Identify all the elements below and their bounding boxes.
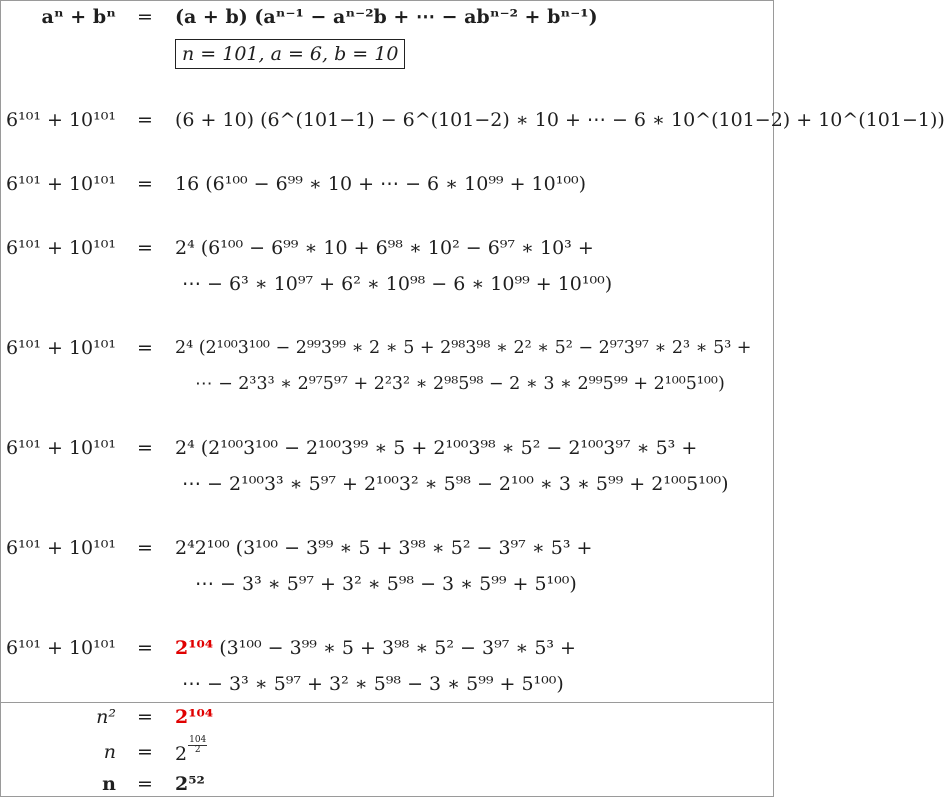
identity-lhs: aⁿ + bⁿ xyxy=(41,6,116,28)
equals-sign: = xyxy=(137,741,153,763)
step-rhs-cont: ⋯ − 6³ ∗ 10⁹⁷ + 6² ∗ 10⁹⁸ − 6 ∗ 10⁹⁹ + 10¹⁰⁰) xyxy=(182,273,613,295)
step-rhs: 16 (6¹⁰⁰ − 6⁹⁹ ∗ 10 + ⋯ − 6 ∗ 10⁹⁹ + 10¹⁰⁰) xyxy=(175,173,586,195)
params-row xyxy=(0,38,774,70)
step-continuation xyxy=(0,468,774,500)
step-row xyxy=(0,332,774,364)
step-row xyxy=(0,532,774,564)
equals-sign: = xyxy=(137,237,153,259)
step-lhs: 6¹⁰¹ + 10¹⁰¹ xyxy=(6,237,116,259)
highlight-power-of-two: 2¹⁰⁴ xyxy=(175,637,214,659)
step-row xyxy=(0,432,774,464)
step-lhs: 6¹⁰¹ + 10¹⁰¹ xyxy=(6,537,116,559)
step-row xyxy=(0,232,774,264)
step-rhs: (6 + 10) (6^(101−1) − 6^(101−2) ∗ 10 + ⋯ − 6 ∗ 10^(101−2) + 10^(101−1)) xyxy=(175,109,945,131)
conclusion-rhs: 2⁵² xyxy=(175,773,205,795)
step-rhs: 2⁴2¹⁰⁰ (3¹⁰⁰ − 3⁹⁹ ∗ 5 + 3⁹⁸ ∗ 5² − 3⁹⁷ ∗ 5³ + xyxy=(175,537,593,559)
conclusion-rhs: 2¹⁰⁴ xyxy=(175,706,214,728)
identity-rhs: (a + b) (aⁿ⁻¹ − aⁿ⁻²b + ⋯ − abⁿ⁻² + bⁿ⁻¹) xyxy=(175,6,598,28)
conclusion-row xyxy=(0,768,774,800)
equals-sign: = xyxy=(137,537,153,559)
equals-sign: = xyxy=(137,109,153,131)
equals-sign: = xyxy=(137,337,153,359)
identity-row xyxy=(0,1,774,33)
equals-sign: = xyxy=(137,437,153,459)
step-continuation xyxy=(0,568,774,600)
step-rhs-cont: ⋯ − 2¹⁰⁰3³ ∗ 5⁹⁷ + 2¹⁰⁰3² ∗ 5⁹⁸ − 2¹⁰⁰ ∗ 3 ∗ 5⁹⁹ + 2¹⁰⁰5¹⁰⁰) xyxy=(182,473,729,495)
step-continuation xyxy=(0,368,774,400)
equals-sign: = xyxy=(137,173,153,195)
exponent-fraction: $\frac{104}{2}$ xyxy=(189,735,207,755)
step-lhs: 6¹⁰¹ + 10¹⁰¹ xyxy=(6,337,116,359)
step-continuation xyxy=(0,268,774,300)
step-rhs-cont: ⋯ − 3³ ∗ 5⁹⁷ + 3² ∗ 5⁹⁸ − 3 ∗ 5⁹⁹ + 5¹⁰⁰) xyxy=(182,673,564,695)
equals-sign: = xyxy=(137,773,153,795)
conclusion-lhs: n² xyxy=(96,706,116,728)
conclusion-lhs: n xyxy=(103,741,116,763)
conclusion-lhs: n xyxy=(102,773,116,795)
step-rhs-highlight xyxy=(175,632,576,664)
conclusion-row xyxy=(0,701,774,733)
step-row xyxy=(0,168,774,200)
step-lhs: 6¹⁰¹ + 10¹⁰¹ xyxy=(6,437,116,459)
conclusion-row xyxy=(0,736,774,768)
step-rhs: 2⁴ (6¹⁰⁰ − 6⁹⁹ ∗ 10 + 6⁹⁸ ∗ 10² − 6⁹⁷ ∗ 10³ + xyxy=(175,237,594,259)
step-rhs: 2⁴ (2¹⁰⁰3¹⁰⁰ − 2⁹⁹3⁹⁹ ∗ 2 ∗ 5 + 2⁹⁸3⁹⁸ ∗ 2² ∗ 5² − 2⁹⁷3⁹⁷ ∗ 2³ ∗ 5³ + xyxy=(175,338,752,358)
step-row xyxy=(0,632,774,664)
equals-sign: = xyxy=(137,6,153,28)
step-rhs: 2⁴ (2¹⁰⁰3¹⁰⁰ − 2¹⁰⁰3⁹⁹ ∗ 5 + 2¹⁰⁰3⁹⁸ ∗ 5² − 2¹⁰⁰3⁹⁷ ∗ 5³ + xyxy=(175,437,698,459)
step-row xyxy=(0,104,945,136)
equals-sign: = xyxy=(137,637,153,659)
params-box: n = 101, a = 6, b = 10 xyxy=(175,38,405,70)
step-lhs: 6¹⁰¹ + 10¹⁰¹ xyxy=(6,109,116,131)
step-rhs-rest: (3¹⁰⁰ − 3⁹⁹ ∗ 5 + 3⁹⁸ ∗ 5² − 3⁹⁷ ∗ 5³ + xyxy=(213,637,576,659)
conclusion-rhs: 2 $\frac{104}{2}$ xyxy=(175,735,207,765)
step-lhs: 6¹⁰¹ + 10¹⁰¹ xyxy=(6,173,116,195)
equals-sign: = xyxy=(137,706,153,728)
step-continuation xyxy=(0,668,774,700)
step-lhs: 6¹⁰¹ + 10¹⁰¹ xyxy=(6,637,116,659)
step-rhs-cont: ⋯ − 3³ ∗ 5⁹⁷ + 3² ∗ 5⁹⁸ − 3 ∗ 5⁹⁹ + 5¹⁰⁰) xyxy=(195,573,577,595)
step-rhs-cont: ⋯ − 2³3³ ∗ 2⁹⁷5⁹⁷ + 2²3² ∗ 2⁹⁸5⁹⁸ − 2 ∗ 3 ∗ 2⁹⁹5⁹⁹ + 2¹⁰⁰5¹⁰⁰) xyxy=(195,374,725,394)
